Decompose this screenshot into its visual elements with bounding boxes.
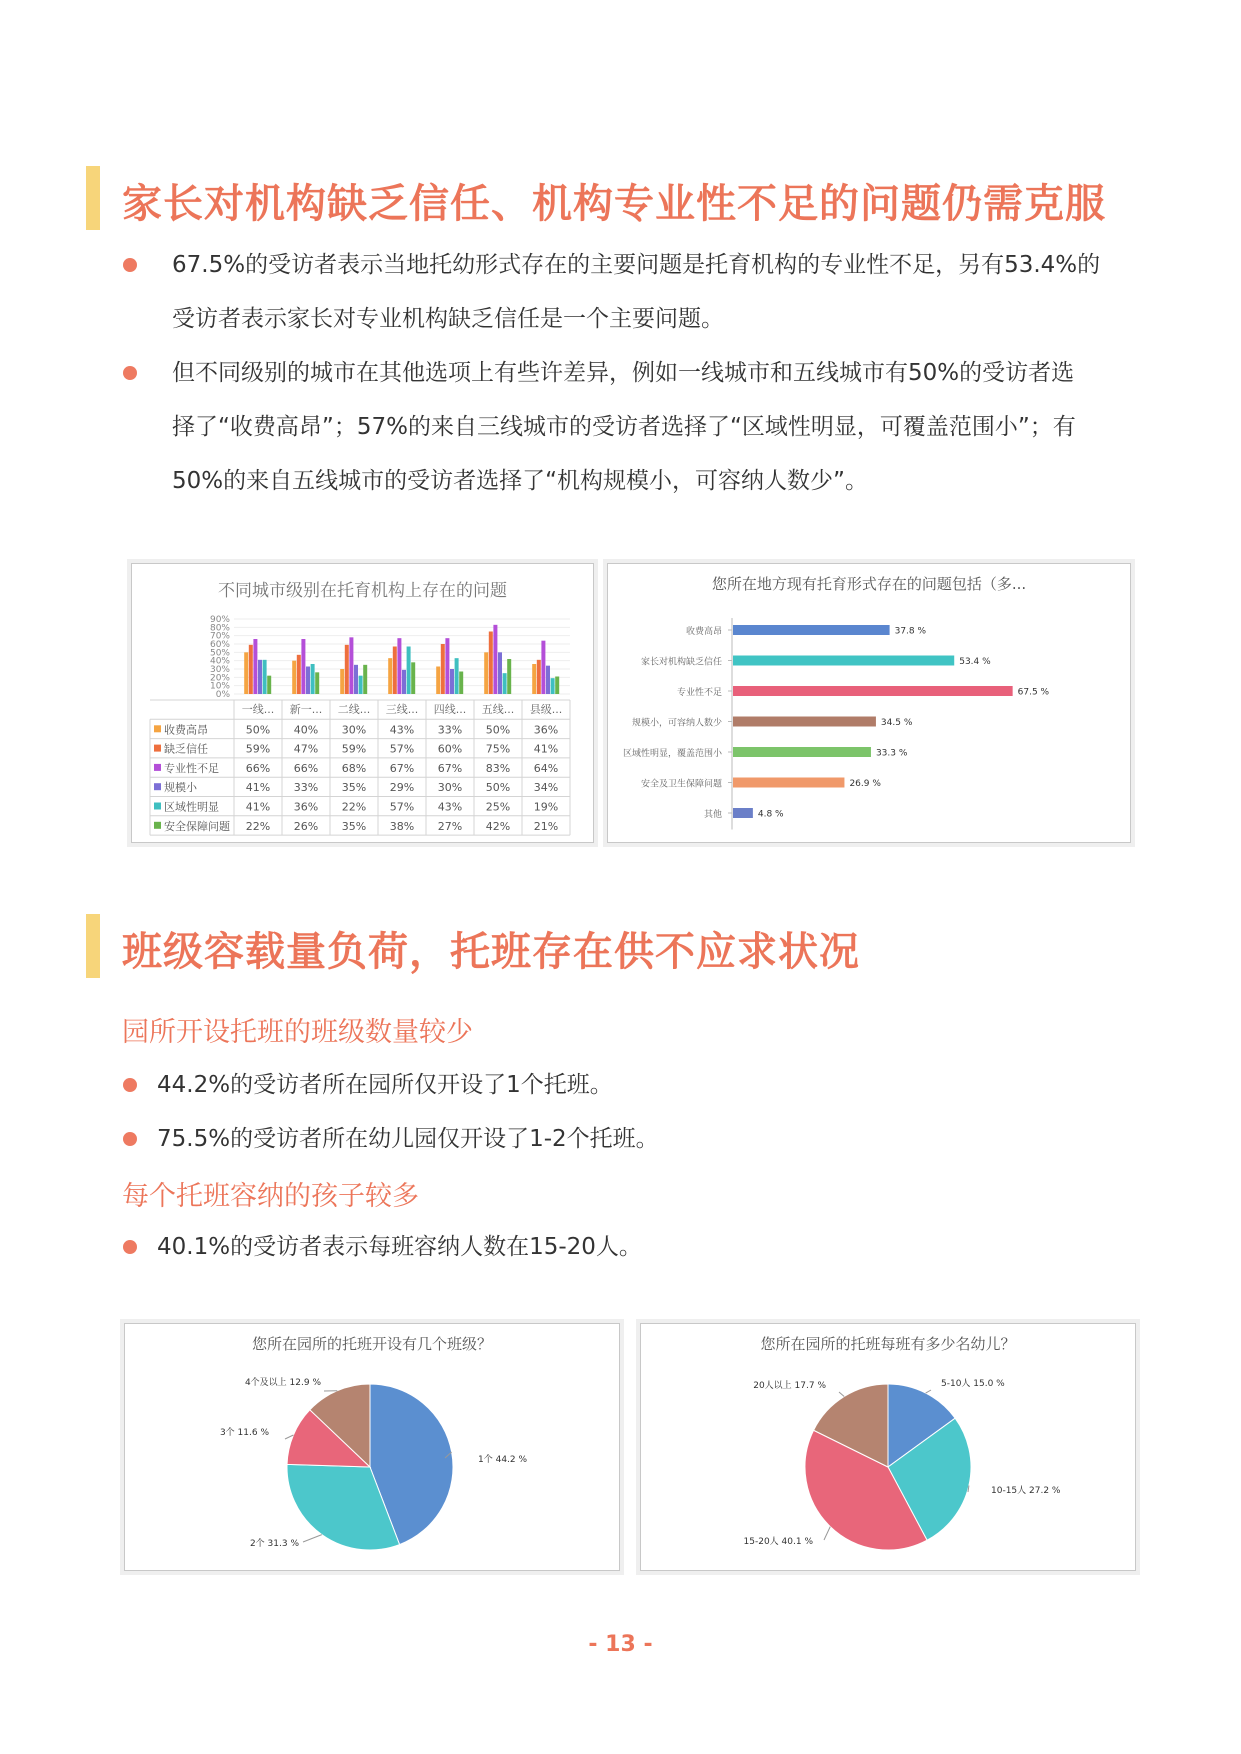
paragraph-line: 75.5%的受访者所在幼儿园仅开设了1-2个托班。	[157, 1126, 659, 1152]
bar	[733, 717, 876, 727]
data-label: 34%	[533, 781, 559, 795]
bar	[340, 669, 344, 694]
paragraph-line: 50%的来自五线城市的受访者选择了“机构规模小，可容纳人数少”。	[172, 468, 868, 494]
category-label: 区域性明显，覆盖范围小	[622, 749, 722, 759]
y-tick-label: 90%	[209, 615, 230, 625]
paragraph-line: 但不同级别的城市在其他选项上有些许差异，例如一线城市和五线城市有50%的受访者选	[172, 360, 1075, 386]
bar	[445, 638, 449, 694]
data-label: 41%	[245, 800, 271, 814]
bar	[397, 638, 401, 694]
y-tick-label: 0%	[215, 690, 230, 700]
category-label: 三线...	[385, 703, 419, 716]
pie-chart	[125, 1324, 619, 1570]
bar	[407, 647, 411, 695]
bar	[306, 667, 310, 695]
data-label: 47%	[293, 742, 319, 756]
bar	[541, 641, 545, 694]
chart-panel-class-count-pie	[124, 1323, 620, 1571]
bullet-dot	[123, 1132, 137, 1146]
bar	[363, 665, 367, 694]
horizontal-bar-chart	[608, 564, 1130, 842]
bar	[354, 665, 358, 694]
paragraph-professionalism	[172, 238, 1100, 346]
data-label: 36%	[293, 800, 319, 814]
paragraph-line: 67.5%的受访者表示当地托幼形式存在的主要问题是托育机构的专业性不足，另有53.4%的	[172, 252, 1101, 278]
data-label: 75%	[485, 742, 511, 756]
category-label: 五线...	[481, 703, 515, 716]
data-label: 25%	[485, 800, 511, 814]
bar	[311, 664, 315, 694]
data-label: 41%	[245, 781, 271, 795]
data-label: 30%	[437, 781, 463, 795]
bar	[733, 808, 753, 818]
data-label: 35%	[341, 781, 367, 795]
slice-label: 3个 11.6 %	[219, 1428, 269, 1438]
y-tick-label: 40%	[209, 656, 230, 667]
subsection-title-class-count: 园所开设托班的班级数量较少	[122, 1017, 473, 1048]
data-label: 50%	[245, 723, 271, 737]
section-title: 班级容载量负荷，托班存在供不应求状况	[122, 929, 860, 975]
paragraph-one-class	[157, 1058, 613, 1112]
bar	[393, 647, 397, 695]
bar	[249, 645, 253, 694]
bar	[733, 686, 1013, 696]
bar	[532, 664, 536, 694]
paragraph-class-size	[157, 1220, 642, 1274]
y-tick-label: 10%	[209, 681, 230, 692]
paragraph-line: 择了“收费高昂”；57%的来自三线城市的受访者选择了“区域性明显，可覆盖范围小”；有	[172, 414, 1076, 440]
data-label: 37.8 %	[894, 626, 927, 637]
data-label: 59%	[341, 742, 367, 756]
pie-chart	[641, 1324, 1135, 1570]
legend-swatch	[154, 803, 161, 810]
bar	[503, 673, 507, 694]
legend-swatch	[154, 822, 161, 829]
bar	[388, 658, 392, 694]
bar	[301, 639, 305, 694]
data-label: 36%	[533, 723, 559, 737]
bar	[441, 644, 445, 694]
leader-line	[824, 1527, 830, 1540]
data-label: 43%	[389, 723, 415, 737]
data-label: 33%	[437, 723, 463, 737]
data-label: 22%	[245, 819, 271, 833]
chart-title: 您所在园所的托班开设有几个班级？	[251, 1335, 492, 1353]
y-tick-label: 70%	[209, 631, 230, 642]
data-label: 33%	[293, 781, 319, 795]
bar	[258, 660, 262, 694]
data-label: 57%	[389, 800, 415, 814]
bar	[459, 672, 463, 695]
data-label: 34.5 %	[880, 718, 913, 728]
chart-panel-issues-overall	[607, 563, 1131, 843]
data-label: 35%	[341, 819, 367, 833]
bar	[315, 672, 319, 694]
bullet-dot	[123, 1240, 137, 1254]
category-label: 四线...	[433, 703, 467, 716]
chart-title: 您所在园所的托班每班有多少名幼儿？	[760, 1335, 1016, 1353]
data-label: 66%	[245, 761, 271, 775]
bar	[345, 645, 349, 694]
legend-label: 区域性明显	[164, 800, 219, 814]
bar	[455, 658, 459, 694]
bar	[436, 667, 440, 695]
data-label: 27%	[437, 819, 463, 833]
bar	[484, 652, 488, 694]
legend-label: 规模小	[164, 781, 197, 795]
slice-label: 15-20人 40.1 %	[743, 1537, 813, 1547]
data-label: 67.5 %	[1017, 687, 1050, 698]
category-label: 县级...	[529, 703, 563, 716]
bar	[349, 637, 353, 694]
data-label: 19%	[533, 800, 559, 814]
category-label: 收费高昂	[685, 627, 722, 637]
data-label: 59%	[245, 742, 271, 756]
bar	[546, 666, 550, 694]
bar	[263, 660, 267, 694]
legend-label: 收费高昂	[164, 723, 208, 737]
legend-swatch	[154, 725, 161, 732]
data-label: 21%	[533, 819, 559, 833]
bar	[450, 669, 454, 694]
leader-line	[839, 1392, 844, 1397]
y-tick-label: 80%	[209, 623, 230, 634]
leader-line	[926, 1390, 931, 1393]
y-tick-label: 50%	[209, 648, 230, 659]
bar	[493, 625, 497, 694]
data-label: 57%	[389, 742, 415, 756]
bar	[411, 662, 415, 694]
data-label: 60%	[437, 742, 463, 756]
legend-swatch	[154, 764, 161, 771]
paragraph-line: 44.2%的受访者所在园所仅开设了1个托班。	[157, 1072, 613, 1098]
bar	[555, 677, 559, 695]
data-label: 50%	[485, 723, 511, 737]
y-tick-label: 30%	[209, 665, 230, 675]
slice-label: 1个 44.2 %	[478, 1455, 528, 1465]
data-label: 4.8 %	[757, 809, 784, 820]
data-label: 42%	[485, 819, 511, 833]
y-tick-label: 20%	[209, 673, 230, 684]
paragraph-line: 受访者表示家长对专业机构缺乏信任是一个主要问题。	[172, 306, 724, 332]
bar	[297, 655, 301, 694]
data-label: 67%	[437, 761, 463, 775]
bar	[551, 678, 555, 694]
paragraph-city-differences	[172, 346, 1076, 508]
category-label: 其他	[703, 810, 722, 820]
data-label: 66%	[293, 761, 319, 775]
slice-label: 10-15人 27.2 %	[991, 1486, 1061, 1496]
bullet-dot	[123, 258, 137, 272]
bar	[267, 676, 271, 694]
data-label: 67%	[389, 761, 415, 775]
legend-swatch	[154, 745, 161, 752]
chart-panel-class-size-pie	[640, 1323, 1136, 1571]
bar	[244, 652, 248, 694]
slice-label: 2个 31.3 %	[249, 1539, 299, 1549]
data-label: 29%	[389, 781, 415, 795]
data-label: 26%	[293, 819, 319, 833]
category-label: 二线...	[337, 703, 371, 716]
section-accent-bar	[86, 914, 100, 978]
data-label: 33.3 %	[875, 748, 908, 759]
grouped-bar-chart	[132, 564, 593, 842]
data-label: 40%	[293, 723, 319, 737]
category-label: 家长对机构缺乏信任	[640, 657, 722, 668]
section-title: 家长对机构缺乏信任、机构专业性不足的问题仍需克服	[122, 181, 1106, 227]
legend-swatch	[154, 783, 161, 790]
data-label: 83%	[485, 761, 511, 775]
slice-label: 4个及以上 12.9 %	[244, 1378, 321, 1388]
bar	[253, 639, 257, 694]
paragraph-line: 40.1%的受访者表示每班容纳人数在15-20人。	[157, 1234, 642, 1260]
y-tick-label: 60%	[209, 640, 230, 650]
paragraph-one-two-classes	[157, 1112, 659, 1166]
data-label: 43%	[437, 800, 463, 814]
data-label: 41%	[533, 742, 559, 756]
category-label: 安全及卫生保障问题	[640, 779, 722, 790]
bar	[489, 632, 493, 695]
data-label: 68%	[341, 761, 367, 775]
data-label: 38%	[389, 819, 415, 833]
bar	[359, 676, 363, 694]
category-label: 新一...	[289, 703, 323, 716]
leader-line	[303, 1535, 322, 1542]
data-label: 50%	[485, 781, 511, 795]
chart-title: 不同城市级别在托育机构上存在的问题	[218, 581, 507, 601]
legend-label: 安全保障问题	[164, 819, 230, 833]
legend-label: 缺乏信任	[164, 742, 208, 756]
bullet-dot	[123, 1078, 137, 1092]
category-label: 专业性不足	[676, 688, 722, 698]
bar	[292, 661, 296, 694]
subsection-title-class-size: 每个托班容纳的孩子较多	[122, 1181, 419, 1212]
bar	[733, 778, 844, 788]
bar	[733, 625, 890, 635]
bar	[537, 660, 541, 694]
data-label: 26.9 %	[849, 779, 881, 789]
category-label: 规模小，可容纳人数少	[631, 718, 722, 729]
page-number: - 13 -	[588, 1632, 653, 1657]
bar	[733, 747, 871, 757]
chart-title: 您所在地方现有托育形式存在的问题包括（多...	[711, 575, 1027, 593]
data-label: 64%	[533, 761, 559, 775]
bar	[498, 652, 502, 694]
chart-panel-city-level-issues	[131, 563, 594, 843]
data-label: 22%	[341, 800, 367, 814]
bar	[402, 670, 406, 694]
slice-label: 5-10人 15.0 %	[941, 1379, 1005, 1389]
data-label: 30%	[341, 723, 367, 737]
bullet-dot	[123, 366, 137, 380]
category-label: 一线...	[241, 703, 275, 716]
data-label: 53.4 %	[959, 657, 991, 667]
legend-label: 专业性不足	[164, 761, 219, 775]
slice-label: 20人以上 17.7 %	[753, 1381, 826, 1391]
section-accent-bar	[86, 166, 100, 230]
bar	[733, 656, 954, 666]
bar	[507, 659, 511, 694]
